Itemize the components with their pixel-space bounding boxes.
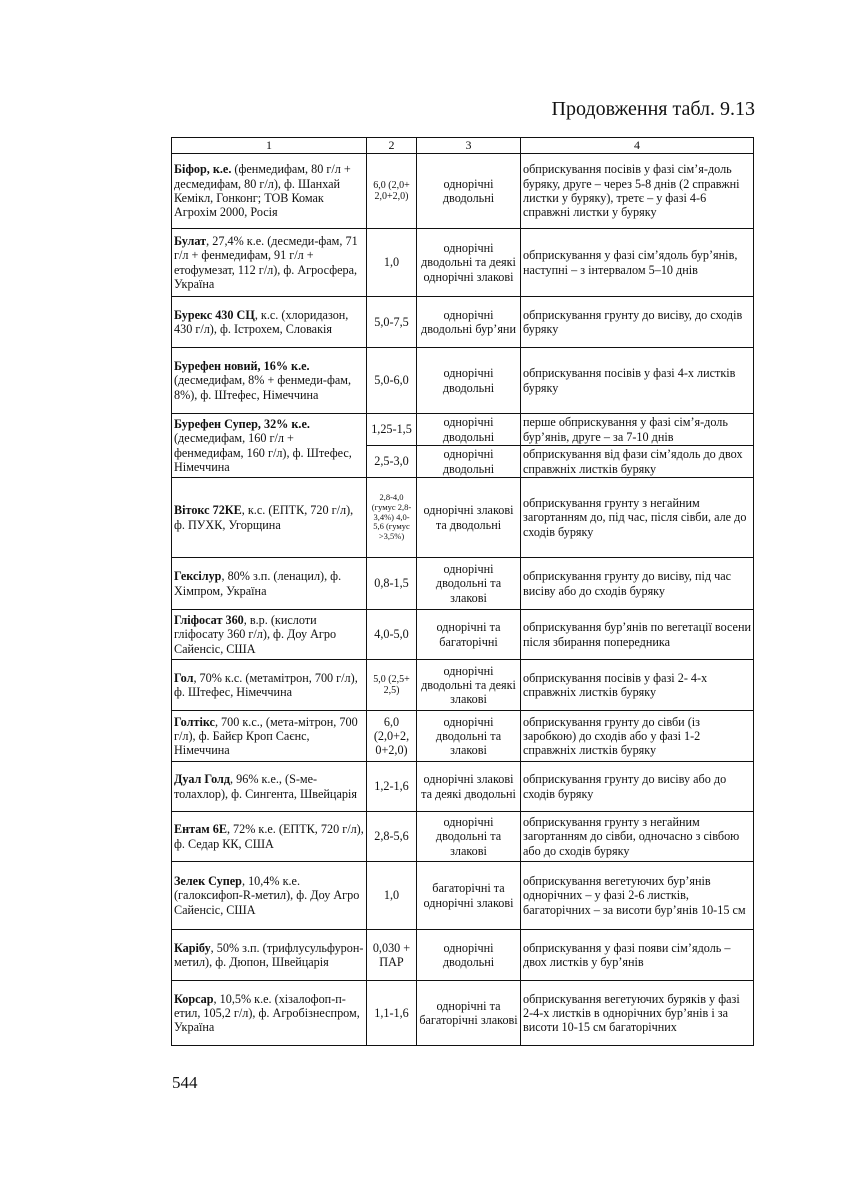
product-name: Голтікс — [174, 714, 215, 729]
product-cell — [172, 414, 367, 478]
product-description: , 72% к.е. (ЕПТК, 720 г/л), ф. Седар КК, США — [174, 822, 364, 851]
application-cell: обприскування бур’янів по вегетації восени після збирання попередника — [521, 610, 754, 660]
dose-cell: 0,030 + ПАР — [367, 930, 417, 981]
product-cell — [172, 762, 367, 812]
weeds-cell: однорічні злакові та деякі дводольні — [417, 762, 521, 812]
product-description: , 70% к.с. (метамітрон, 700 г/л), ф. Штефес, Німеччина — [174, 670, 358, 699]
table-row — [172, 478, 754, 558]
weeds-cell: однорічні та багаторічні злакові — [417, 981, 521, 1046]
weeds-cell: однорічні дводольні та злакові — [417, 558, 521, 610]
dose-cell: 5,0-6,0 — [367, 348, 417, 414]
application-cell: обприскування грунту до сівби (із заробкою) до сходів або у фазі 1-2 справжніх листків буряку — [521, 711, 754, 762]
column-header: 4 — [521, 138, 754, 154]
dose-cell: 1,0 — [367, 862, 417, 930]
product-cell — [172, 711, 367, 762]
product-cell — [172, 478, 367, 558]
product-name: Булат — [174, 233, 207, 248]
table-row — [172, 348, 754, 414]
table-row — [172, 414, 754, 446]
product-name: Вітокс 72КЕ — [174, 503, 242, 518]
product-name: Корсар — [174, 991, 214, 1006]
column-header: 3 — [417, 138, 521, 154]
application-cell: обприскування у фазі сім’ядоль бур’янів, наступні – з інтервалом 5–10 днів — [521, 229, 754, 297]
product-cell — [172, 229, 367, 297]
weeds-cell: однорічні та багаторічні — [417, 610, 521, 660]
application-cell: обприскування грунту до висіву, під час висіву або до сходів буряку — [521, 558, 754, 610]
product-description: , 700 к.с., (мета-мітрон, 700 г/л), ф. Байєр Кроп Саєнс, Німеччина — [174, 714, 358, 758]
weeds-cell: однорічні дводольні — [417, 446, 521, 478]
product-cell — [172, 348, 367, 414]
dose-cell: 1,25-1,5 — [367, 414, 417, 446]
product-description: , 10,5% к.е. (хізалофоп-п-етил, 105,2 г/л), ф. Агробізнеспром, Україна — [174, 991, 360, 1035]
table-row — [172, 154, 754, 229]
product-cell — [172, 981, 367, 1046]
product-cell — [172, 610, 367, 660]
product-description: , 50% з.п. (трифлусульфурон-метил), ф. Дюпон, Швейцарія — [174, 940, 364, 969]
product-name: Дуал Голд — [174, 772, 231, 787]
application-cell: обприскування вегетуючих бур’янів однорічних – у фазі 2-6 листків, багаторічних – за висоти бур’янів 10-15 см — [521, 862, 754, 930]
table-row — [172, 660, 754, 711]
herbicide-table-container — [171, 137, 754, 1046]
application-cell: обприскування грунту з негайним загортанням до, під час, після сівби, але до сходів буряку — [521, 478, 754, 558]
dose-cell: 1,0 — [367, 229, 417, 297]
product-description: (десмедифам, 8% + фенмеди-фам, 8%), ф. Штефес, Німеччина — [174, 373, 352, 402]
product-cell — [172, 660, 367, 711]
product-description: , 80% з.п. (ленацил), ф. Хімпром, Україна — [174, 569, 342, 598]
dose-cell: 5,0-7,5 — [367, 297, 417, 348]
table-row — [172, 862, 754, 930]
table-row — [172, 812, 754, 862]
application-cell: обприскування грунту до висіву або до сходів буряку — [521, 762, 754, 812]
product-name: Гексілур — [174, 569, 222, 584]
column-header: 2 — [367, 138, 417, 154]
product-description: , 96% к.е., (S-ме-толахлор), ф. Сингента, Швейцарія — [174, 772, 357, 801]
column-header: 1 — [172, 138, 367, 154]
dose-cell: 0,8-1,5 — [367, 558, 417, 610]
table-row — [172, 610, 754, 660]
dose-cell: 1,2-1,6 — [367, 762, 417, 812]
product-name: Бурефен Супер, 32% к.е. — [174, 416, 310, 431]
product-description: , к.с. (ЕПТК, 720 г/л), ф. ПУХК, Угорщина — [174, 503, 354, 532]
dose-cell: 5,0 (2,5+ 2,5) — [367, 660, 417, 711]
weeds-cell: однорічні дводольні — [417, 154, 521, 229]
weeds-cell: багаторічні та однорічні злакові — [417, 862, 521, 930]
dose-cell: 1,1-1,6 — [367, 981, 417, 1046]
weeds-cell: однорічні дводольні — [417, 414, 521, 446]
page-number: 544 — [172, 1073, 198, 1092]
table-row — [172, 558, 754, 610]
weeds-cell: однорічні дводольні та злакові — [417, 812, 521, 862]
product-description: (десмедифам, 160 г/л + фенмедифам, 160 г/л), ф. Штефес, Німеччина — [174, 431, 352, 474]
dose-cell: 2,8-5,6 — [367, 812, 417, 862]
application-cell: обприскування посівів у фазі 2- 4-х справжніх листків буряку — [521, 660, 754, 711]
weeds-cell: однорічні дводольні та злакові — [417, 711, 521, 762]
application-cell: обприскування посівів у фазі 4-х листків буряку — [521, 348, 754, 414]
product-description: (фенмедифам, 80 г/л + десмедифам, 80 г/л), ф. Шанхай Кемікл, Гонконг; ТОВ Комак Агрохім 2000, Росія — [174, 162, 351, 220]
product-name: Біфор, к.е. — [174, 162, 232, 177]
product-cell — [172, 558, 367, 610]
product-cell — [172, 930, 367, 981]
weeds-cell: однорічні злакові та дводольні — [417, 478, 521, 558]
product-name: Гол — [174, 670, 194, 685]
product-name: Карібу — [174, 940, 211, 955]
page-heading: Продовження табл. 9.13 — [551, 98, 755, 120]
dose-cell: 4,0-5,0 — [367, 610, 417, 660]
table-row — [172, 762, 754, 812]
product-description: , 27,4% к.е. (десмеди-фам, 71 г/л + фенмедифам, 91 г/л + етофумезат, 112 г/л), ф. Агросфера, Україна — [174, 233, 358, 291]
herbicide-table — [171, 137, 754, 1046]
dose-cell: 6,0 (2,0+2, 0+2,0) — [367, 711, 417, 762]
table-row — [172, 981, 754, 1046]
product-name: Гліфосат 360 — [174, 613, 244, 628]
product-name: Ентам 6Е — [174, 822, 227, 837]
product-description: , 10,4% к.е. (галоксифоп-R-метил), ф. Доу Агро Сайенсіс, США — [174, 874, 360, 917]
product-name: Бурефен новий, 16% к.е. — [174, 359, 310, 374]
application-cell: обприскування у фазі появи сім’ядоль – двох листків у бур’янів — [521, 930, 754, 981]
application-cell: обприскування грунту до висіву, до сходів буряку — [521, 297, 754, 348]
dose-cell: 2,8-4,0 (гумус 2,8-3,4%) 4,0-5,6 (гумус >3,5%) — [367, 478, 417, 558]
application-cell: обприскування від фази сім’ядоль до двох справжніх листків буряку — [521, 446, 754, 478]
table-row — [172, 711, 754, 762]
product-cell — [172, 862, 367, 930]
product-cell — [172, 812, 367, 862]
table-row — [172, 930, 754, 981]
table-row — [172, 297, 754, 348]
product-cell — [172, 154, 367, 229]
product-name: Бурекс 430 СЦ — [174, 307, 255, 322]
weeds-cell: однорічні дводольні — [417, 348, 521, 414]
application-cell: обприскування посівів у фазі сім’я-доль буряку, друге – через 5-8 днів (2 справжні листки у буряку), третє – у фазі 4-6 справжні листки у буряку — [521, 154, 754, 229]
application-cell: обприскування грунту з негайним загортанням до сівби, одночасно з сівбою або до сходів буряку — [521, 812, 754, 862]
weeds-cell: однорічні дводольні бур’яни — [417, 297, 521, 348]
application-cell: обприскування вегетуючих буряків у фазі 2-4-х листків в однорічних бур’янів і за висоти 10-15 см багаторічних — [521, 981, 754, 1046]
table-row — [172, 229, 754, 297]
dose-cell: 2,5-3,0 — [367, 446, 417, 478]
dose-cell: 6,0 (2,0+ 2,0+2,0) — [367, 154, 417, 229]
table-header-row — [172, 138, 754, 154]
weeds-cell: однорічні дводольні — [417, 930, 521, 981]
product-description: , в.р. (кислоти гліфосату 360 г/л), ф. Доу Агро Сайенсіс, США — [174, 613, 337, 656]
weeds-cell: однорічні дводольні та деякі однорічні злакові — [417, 229, 521, 297]
product-description: , к.с. (хлоридазон, 430 г/л), ф. Істрохем, Словакія — [174, 307, 349, 336]
product-cell — [172, 297, 367, 348]
product-name: Зелек Супер — [174, 874, 242, 889]
weeds-cell: однорічні дводольні та деякі злакові — [417, 660, 521, 711]
application-cell: перше обприскування у фазі сім’я-доль бур’янів, друге – за 7-10 днів — [521, 414, 754, 446]
